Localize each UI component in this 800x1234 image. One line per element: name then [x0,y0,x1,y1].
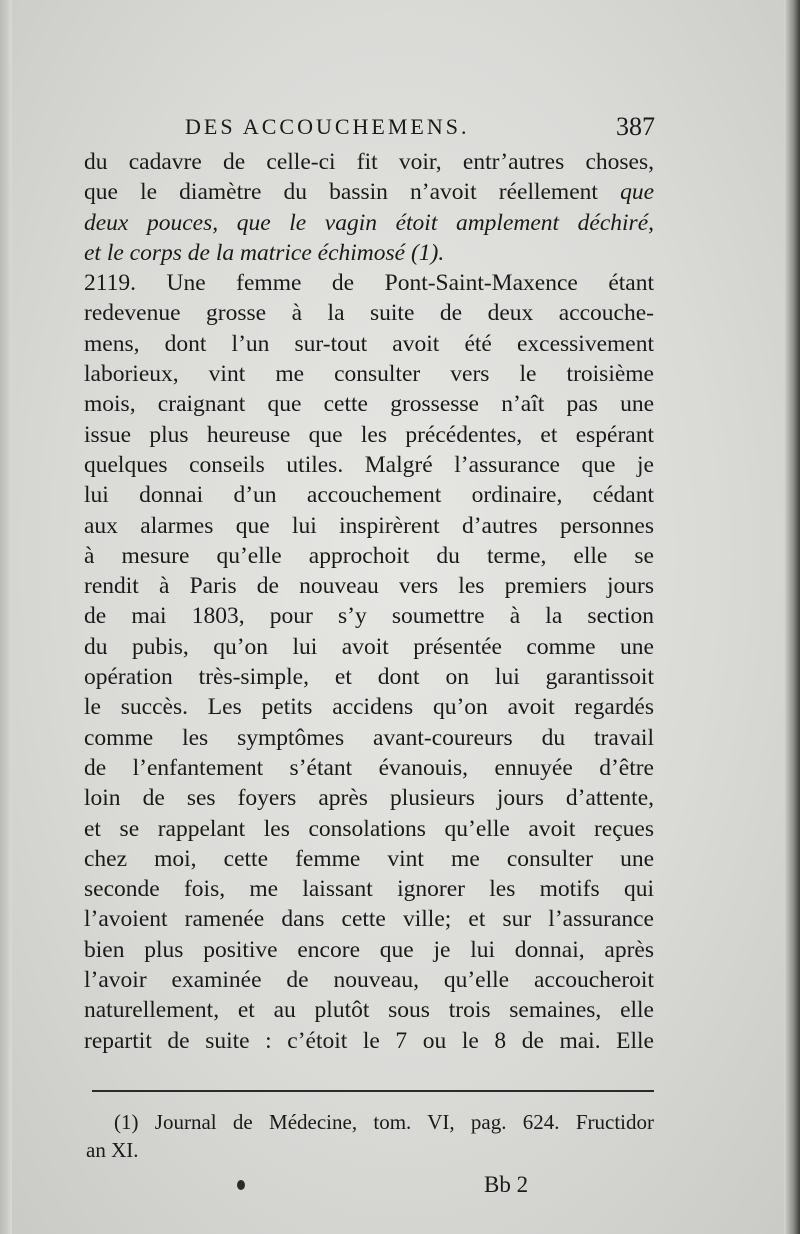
text-line-11: quelques conseils utiles. Malgré l’assurance que je [84,451,654,478]
text-line-12: lui donnai d’un accouchement ordinaire, cédant [84,482,654,509]
text-line-21: de l’enfantement s’étant évanouis, ennuyée d’être [84,754,654,781]
text-line-25: seconde fois, me laissant ignorer les motifs qui [84,876,654,903]
text-line-10: issue plus heureuse que les précédentes, et espérant [84,421,654,448]
page-left-edge [0,0,12,1234]
footnote [86,1108,654,1164]
running-head: DES ACCOUCHEMENS. [185,114,470,139]
footnote-rule [92,1090,654,1092]
text-line-1: du cadavre de celle-ci fit voir, entr’autres choses, [84,149,654,175]
signature-mark: Bb 2 [484,1172,529,1197]
footnote-line-2: an XI. [86,1138,139,1162]
text-line-15: rendit à Paris de nouveau vers les premiers jours [84,573,654,600]
text-line-18: opération très-simple, et dont on lui garantissoit [84,664,654,691]
footnote-line-1: (1) Journal de Médecine, tom. VI, pag. 624. Fructidor [114,1110,654,1134]
text-line-20: comme les symptômes avant-coureurs du travail [84,724,654,751]
text-line-3: deux pouces, que le vagin étoit amplement déchiré, [84,209,654,236]
text-line-28: l’avoir examinée de nouveau, qu’elle accoucheroit [84,967,654,994]
text-line-14: à mesure qu’elle approchoit du terme, elle se [84,542,654,569]
page-header [185,114,655,144]
ink-speck [237,1180,245,1190]
page-number: 387 [616,112,655,141]
italic-text: que [620,179,654,206]
text-line-16: de mai 1803, pour s’y soumettre à la section [84,603,654,630]
text-line-17: du pubis, qu’on lui avoit présentée comme une [84,633,654,660]
body-text [84,147,654,1056]
text-line-30: repartit de suite : c’étoit le 7 ou le 8 de mai. Elle [84,1027,654,1054]
text-line-4: et le corps de la matrice échimosé (1). [84,239,445,266]
text-line-23: et se rappelant les consolations qu’elle avoit reçues [84,815,654,842]
text-line-22: loin de ses foyers après plusieurs jours d’attente, [84,785,654,812]
text-line-27: bien plus positive encore que je lui donnai, après [84,936,654,963]
text-line-24: chez moi, cette femme vint me consulter une [84,845,654,872]
text-line-8: laborieux, vint me consulter vers le troisième [84,361,654,388]
text-line-6: redevenue grosse à la suite de deux accouche- [84,300,654,327]
text-line-19: le succès. Les petits accidens qu’on avoit regardés [84,694,654,721]
text-line-7: mens, dont l’un sur-tout avoit été excessivement [84,330,654,357]
text-line-9: mois, craignant que cette grossesse n’aît pas une [84,391,654,418]
text-line-13: aux alarmes que lui inspirèrent d’autres personnes [84,512,654,539]
text-line-26: l’avoient ramenée dans cette ville; et sur l’assurance [84,906,654,933]
text-line-29: naturellement, et au plutôt sous trois semaines, elle [84,997,654,1024]
text-line-5: 2119. Une femme de Pont-Saint-Maxence étant [84,270,654,297]
page-right-edge [784,0,800,1234]
text-line-2: que le diamètre du bassin n’avoit réellement que [84,179,654,206]
